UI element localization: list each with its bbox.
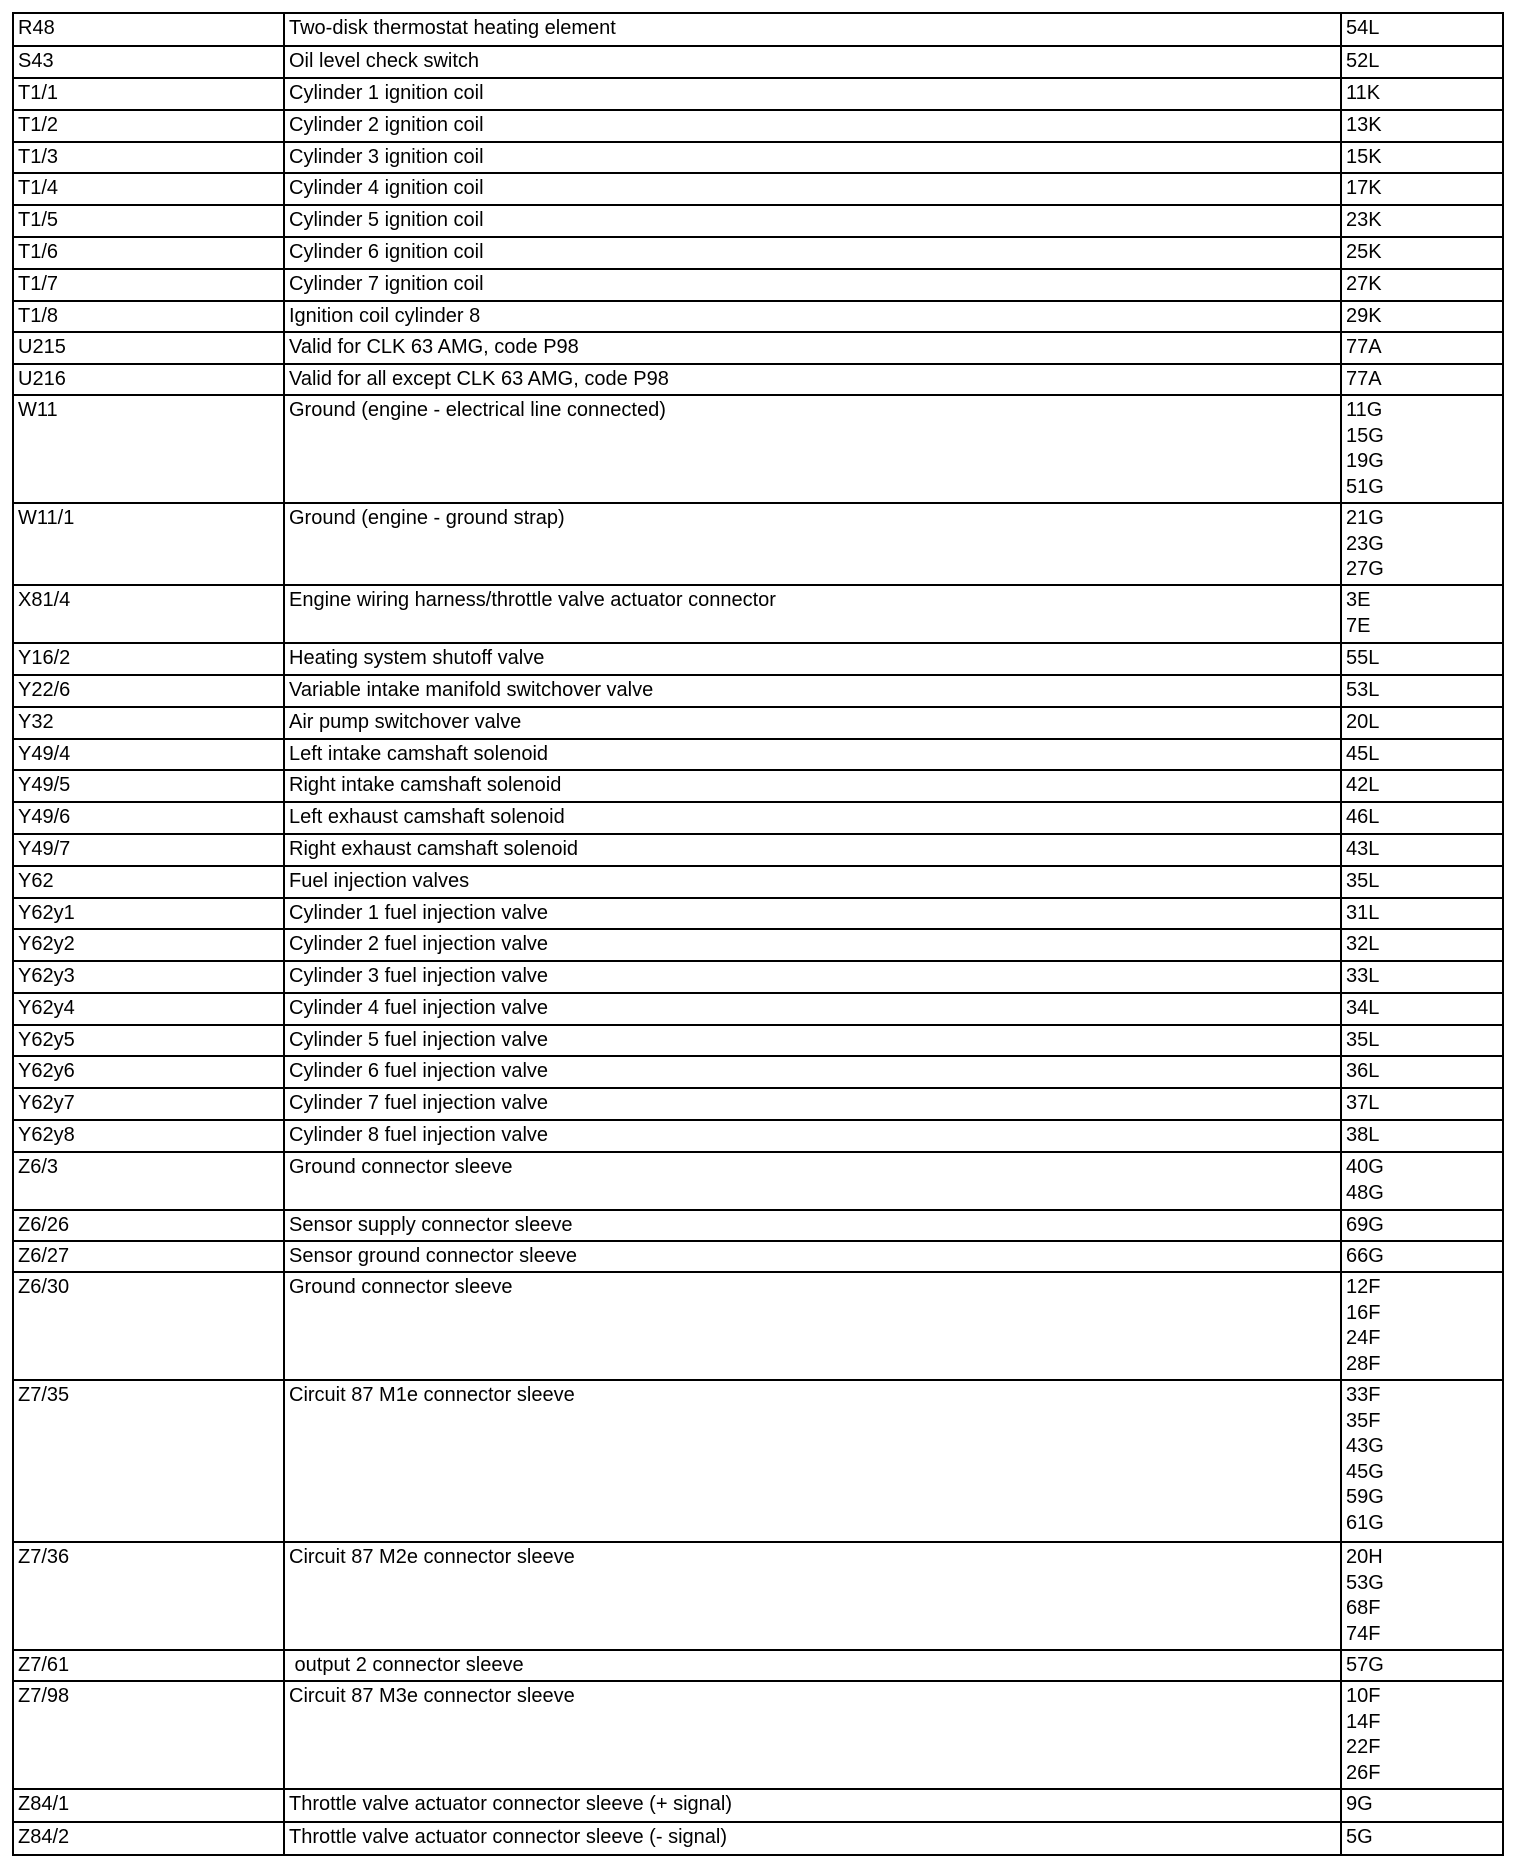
grid-location: 77A — [1346, 336, 1382, 358]
grid-location: 17K — [1346, 177, 1382, 199]
grid-location: 5G — [1346, 1826, 1373, 1848]
component-code: Z7/98 — [13, 1681, 284, 1789]
component-description: Cylinder 6 fuel injection valve — [284, 1056, 1341, 1088]
grid-location: 27G — [1346, 558, 1384, 580]
grid-location: 19G — [1346, 450, 1384, 472]
component-description: Air pump switchover valve — [284, 707, 1341, 739]
table-row — [13, 866, 1503, 898]
component-code: Y49/6 — [13, 802, 284, 834]
component-description: Cylinder 8 fuel injection valve — [284, 1120, 1341, 1152]
grid-location: 14F — [1346, 1710, 1381, 1733]
component-code: Z6/27 — [13, 1241, 284, 1272]
grid-location: 22F — [1346, 1736, 1381, 1758]
table-row — [13, 395, 1503, 503]
table-body — [13, 13, 1503, 1855]
component-description: Heating system shutoff valve — [284, 643, 1341, 675]
grid-location: 57G — [1346, 1654, 1384, 1676]
grid-location: 11K — [1346, 82, 1381, 104]
grid-location: 61G — [1346, 1511, 1384, 1534]
component-code: W11 — [13, 395, 284, 503]
grid-locations — [1341, 395, 1503, 503]
table-row — [13, 78, 1503, 110]
component-code: Z84/1 — [13, 1789, 284, 1822]
table-row — [13, 834, 1503, 866]
table-row — [13, 1088, 1503, 1120]
table-row — [13, 142, 1503, 173]
table-row — [13, 1272, 1503, 1380]
grid-location: 51G — [1346, 475, 1384, 498]
grid-location: 55L — [1346, 647, 1380, 669]
component-description: Cylinder 5 ignition coil — [284, 205, 1341, 237]
grid-location: 27K — [1346, 273, 1382, 295]
component-description: Oil level check switch — [284, 46, 1341, 78]
table-row — [13, 1681, 1503, 1789]
grid-location: 54L — [1346, 17, 1380, 39]
grid-location: 15K — [1346, 146, 1382, 168]
grid-location: 45L — [1346, 743, 1380, 765]
table-row — [13, 1152, 1503, 1210]
grid-location: 20H — [1346, 1546, 1383, 1568]
grid-locations — [1341, 301, 1503, 332]
grid-location: 26F — [1346, 1761, 1381, 1784]
component-code: Y16/2 — [13, 643, 284, 675]
component-code: Y22/6 — [13, 675, 284, 707]
grid-location: 3E — [1346, 589, 1371, 611]
grid-locations — [1341, 834, 1503, 866]
grid-locations — [1341, 1088, 1503, 1120]
grid-locations — [1341, 1681, 1503, 1789]
grid-locations — [1341, 364, 1503, 395]
component-code: T1/4 — [13, 173, 284, 205]
component-code: Y62y6 — [13, 1056, 284, 1088]
component-description: Cylinder 3 fuel injection valve — [284, 961, 1341, 993]
component-description: Cylinder 7 ignition coil — [284, 269, 1341, 301]
grid-location: 25K — [1346, 241, 1382, 263]
component-code: S43 — [13, 46, 284, 78]
grid-locations — [1341, 1025, 1503, 1056]
component-code: T1/6 — [13, 237, 284, 269]
component-code: Y62y8 — [13, 1120, 284, 1152]
table-row — [13, 301, 1503, 332]
table-row — [13, 739, 1503, 770]
table-row — [13, 898, 1503, 929]
table-row — [13, 929, 1503, 961]
grid-location: 42L — [1346, 774, 1380, 796]
table-row — [13, 364, 1503, 395]
component-code: Y62 — [13, 866, 284, 898]
grid-location: 74F — [1346, 1622, 1381, 1645]
grid-location: 45G — [1346, 1460, 1384, 1483]
table-row — [13, 1542, 1503, 1650]
grid-location: 28F — [1346, 1352, 1381, 1375]
component-description: Two-disk thermostat heating element — [284, 13, 1341, 46]
component-code: Z6/26 — [13, 1210, 284, 1241]
grid-location: 46L — [1346, 806, 1380, 828]
table-row — [13, 1241, 1503, 1272]
component-code: Z7/36 — [13, 1542, 284, 1650]
component-description: Cylinder 4 fuel injection valve — [284, 993, 1341, 1025]
grid-locations — [1341, 503, 1503, 585]
grid-locations — [1341, 332, 1503, 364]
grid-location: 9G — [1346, 1793, 1373, 1815]
grid-locations — [1341, 205, 1503, 237]
grid-locations — [1341, 1380, 1503, 1542]
grid-locations — [1341, 1650, 1503, 1681]
component-description: Sensor supply connector sleeve — [284, 1210, 1341, 1241]
component-description: Cylinder 6 ignition coil — [284, 237, 1341, 269]
table-row — [13, 707, 1503, 739]
grid-locations — [1341, 1056, 1503, 1088]
grid-locations — [1341, 929, 1503, 961]
component-code: U216 — [13, 364, 284, 395]
grid-location: 48G — [1346, 1181, 1384, 1204]
grid-location: 21G — [1346, 507, 1384, 529]
component-table — [12, 12, 1504, 1856]
grid-locations — [1341, 78, 1503, 110]
component-code: T1/1 — [13, 78, 284, 110]
component-code: T1/5 — [13, 205, 284, 237]
component-description: Cylinder 4 ignition coil — [284, 173, 1341, 205]
grid-locations — [1341, 173, 1503, 205]
component-code: Y49/5 — [13, 770, 284, 802]
table-row — [13, 269, 1503, 301]
table-row — [13, 993, 1503, 1025]
table-row — [13, 802, 1503, 834]
grid-locations — [1341, 739, 1503, 770]
grid-locations — [1341, 110, 1503, 142]
table-row — [13, 643, 1503, 675]
component-code: Y62y4 — [13, 993, 284, 1025]
grid-location: 35F — [1346, 1409, 1381, 1432]
component-description: Sensor ground connector sleeve — [284, 1241, 1341, 1272]
table-row — [13, 1650, 1503, 1681]
component-code: X81/4 — [13, 585, 284, 643]
grid-locations — [1341, 1272, 1503, 1380]
grid-location: 23G — [1346, 532, 1384, 555]
component-description: Right exhaust camshaft solenoid — [284, 834, 1341, 866]
component-description: Fuel injection valves — [284, 866, 1341, 898]
component-code: Y49/7 — [13, 834, 284, 866]
table-row — [13, 332, 1503, 364]
component-code: Y49/4 — [13, 739, 284, 770]
grid-locations — [1341, 13, 1503, 46]
grid-location: 43G — [1346, 1435, 1384, 1457]
component-code: Z7/61 — [13, 1650, 284, 1681]
component-description: Cylinder 5 fuel injection valve — [284, 1025, 1341, 1056]
grid-locations — [1341, 866, 1503, 898]
grid-location: 23K — [1346, 209, 1382, 231]
component-code: R48 — [13, 13, 284, 46]
grid-location: 59G — [1346, 1486, 1384, 1508]
grid-location: 10F — [1346, 1685, 1381, 1707]
table-row — [13, 1210, 1503, 1241]
grid-location: 77A — [1346, 368, 1382, 390]
component-description: Ignition coil cylinder 8 — [284, 301, 1341, 332]
component-description: Cylinder 1 ignition coil — [284, 78, 1341, 110]
grid-locations — [1341, 1542, 1503, 1650]
grid-locations — [1341, 1241, 1503, 1272]
grid-location: 31L — [1346, 902, 1380, 924]
grid-locations — [1341, 1152, 1503, 1210]
component-code: T1/7 — [13, 269, 284, 301]
component-description: Throttle valve actuator connector sleeve (- signal) — [284, 1822, 1341, 1855]
component-description: Circuit 87 M3e connector sleeve — [284, 1681, 1341, 1789]
component-description: Engine wiring harness/throttle valve actuator connector — [284, 585, 1341, 643]
grid-locations — [1341, 993, 1503, 1025]
table-row — [13, 205, 1503, 237]
table-row — [13, 13, 1503, 46]
table-row — [13, 770, 1503, 802]
grid-location: 66G — [1346, 1245, 1384, 1267]
component-description: Left exhaust camshaft solenoid — [284, 802, 1341, 834]
grid-locations — [1341, 142, 1503, 173]
component-code: T1/2 — [13, 110, 284, 142]
component-description: Cylinder 3 ignition coil — [284, 142, 1341, 173]
grid-location: 29K — [1346, 305, 1382, 327]
table-row — [13, 503, 1503, 585]
grid-location: 69G — [1346, 1214, 1384, 1236]
grid-locations — [1341, 961, 1503, 993]
component-description: Valid for all except CLK 63 AMG, code P98 — [284, 364, 1341, 395]
grid-locations — [1341, 237, 1503, 269]
grid-location: 53G — [1346, 1571, 1384, 1594]
grid-location: 35L — [1346, 1029, 1380, 1051]
grid-locations — [1341, 707, 1503, 739]
component-description: Cylinder 7 fuel injection valve — [284, 1088, 1341, 1120]
component-description: Cylinder 2 fuel injection valve — [284, 929, 1341, 961]
table-row — [13, 1380, 1503, 1542]
component-code: Z7/35 — [13, 1380, 284, 1542]
component-description: Left intake camshaft solenoid — [284, 739, 1341, 770]
grid-location: 32L — [1346, 933, 1380, 955]
component-code: Y62y3 — [13, 961, 284, 993]
grid-locations — [1341, 1822, 1503, 1855]
component-code: Y62y7 — [13, 1088, 284, 1120]
component-code: Y62y2 — [13, 929, 284, 961]
table-row — [13, 961, 1503, 993]
component-description: Ground connector sleeve — [284, 1272, 1341, 1380]
component-description: Throttle valve actuator connector sleeve (+ signal) — [284, 1789, 1341, 1822]
component-description: Cylinder 2 ignition coil — [284, 110, 1341, 142]
table-row — [13, 1822, 1503, 1855]
grid-location: 35L — [1346, 870, 1380, 892]
grid-location: 13K — [1346, 114, 1382, 136]
table-row — [13, 1789, 1503, 1822]
grid-location: 20L — [1346, 711, 1380, 733]
table-row — [13, 1120, 1503, 1152]
component-code: W11/1 — [13, 503, 284, 585]
grid-location: 40G — [1346, 1156, 1384, 1178]
component-description: Right intake camshaft solenoid — [284, 770, 1341, 802]
component-description: Cylinder 1 fuel injection valve — [284, 898, 1341, 929]
grid-locations — [1341, 269, 1503, 301]
grid-locations — [1341, 898, 1503, 929]
grid-location: 15G — [1346, 424, 1384, 447]
table-row — [13, 1025, 1503, 1056]
component-description: Ground (engine - electrical line connected) — [284, 395, 1341, 503]
component-code: Z6/30 — [13, 1272, 284, 1380]
grid-location: 38L — [1346, 1124, 1380, 1146]
component-code: Y62y1 — [13, 898, 284, 929]
table-row — [13, 1056, 1503, 1088]
grid-location: 53L — [1346, 679, 1380, 701]
grid-locations — [1341, 1210, 1503, 1241]
component-description: Ground (engine - ground strap) — [284, 503, 1341, 585]
grid-locations — [1341, 770, 1503, 802]
table-row — [13, 237, 1503, 269]
grid-locations — [1341, 1120, 1503, 1152]
component-code: Y62y5 — [13, 1025, 284, 1056]
grid-locations — [1341, 46, 1503, 78]
component-description: Circuit 87 M1e connector sleeve — [284, 1380, 1341, 1542]
grid-location: 52L — [1346, 50, 1380, 72]
table-row — [13, 110, 1503, 142]
component-description: Circuit 87 M2e connector sleeve — [284, 1542, 1341, 1650]
table-row — [13, 46, 1503, 78]
component-code: U215 — [13, 332, 284, 364]
table-row — [13, 675, 1503, 707]
grid-location: 43L — [1346, 838, 1380, 860]
table-row — [13, 585, 1503, 643]
grid-location: 33L — [1346, 965, 1380, 987]
component-description: output 2 connector sleeve — [284, 1650, 1341, 1681]
grid-location: 11G — [1346, 399, 1383, 421]
component-code: Z84/2 — [13, 1822, 284, 1855]
grid-locations — [1341, 643, 1503, 675]
component-description: Variable intake manifold switchover valve — [284, 675, 1341, 707]
grid-location: 12F — [1346, 1276, 1381, 1298]
grid-location: 24F — [1346, 1327, 1381, 1349]
component-code: T1/3 — [13, 142, 284, 173]
grid-locations — [1341, 585, 1503, 643]
grid-location: 33F — [1346, 1384, 1381, 1406]
component-code: Z6/3 — [13, 1152, 284, 1210]
grid-locations — [1341, 1789, 1503, 1822]
grid-location: 7E — [1346, 614, 1371, 637]
grid-location: 34L — [1346, 997, 1380, 1019]
grid-locations — [1341, 802, 1503, 834]
grid-locations — [1341, 675, 1503, 707]
grid-location: 36L — [1346, 1060, 1380, 1082]
component-code: T1/8 — [13, 301, 284, 332]
grid-location: 16F — [1346, 1301, 1381, 1324]
component-description: Ground connector sleeve — [284, 1152, 1341, 1210]
grid-location: 68F — [1346, 1597, 1381, 1619]
component-description: Valid for CLK 63 AMG, code P98 — [284, 332, 1341, 364]
grid-location: 37L — [1346, 1092, 1380, 1114]
table-row — [13, 173, 1503, 205]
component-code: Y32 — [13, 707, 284, 739]
